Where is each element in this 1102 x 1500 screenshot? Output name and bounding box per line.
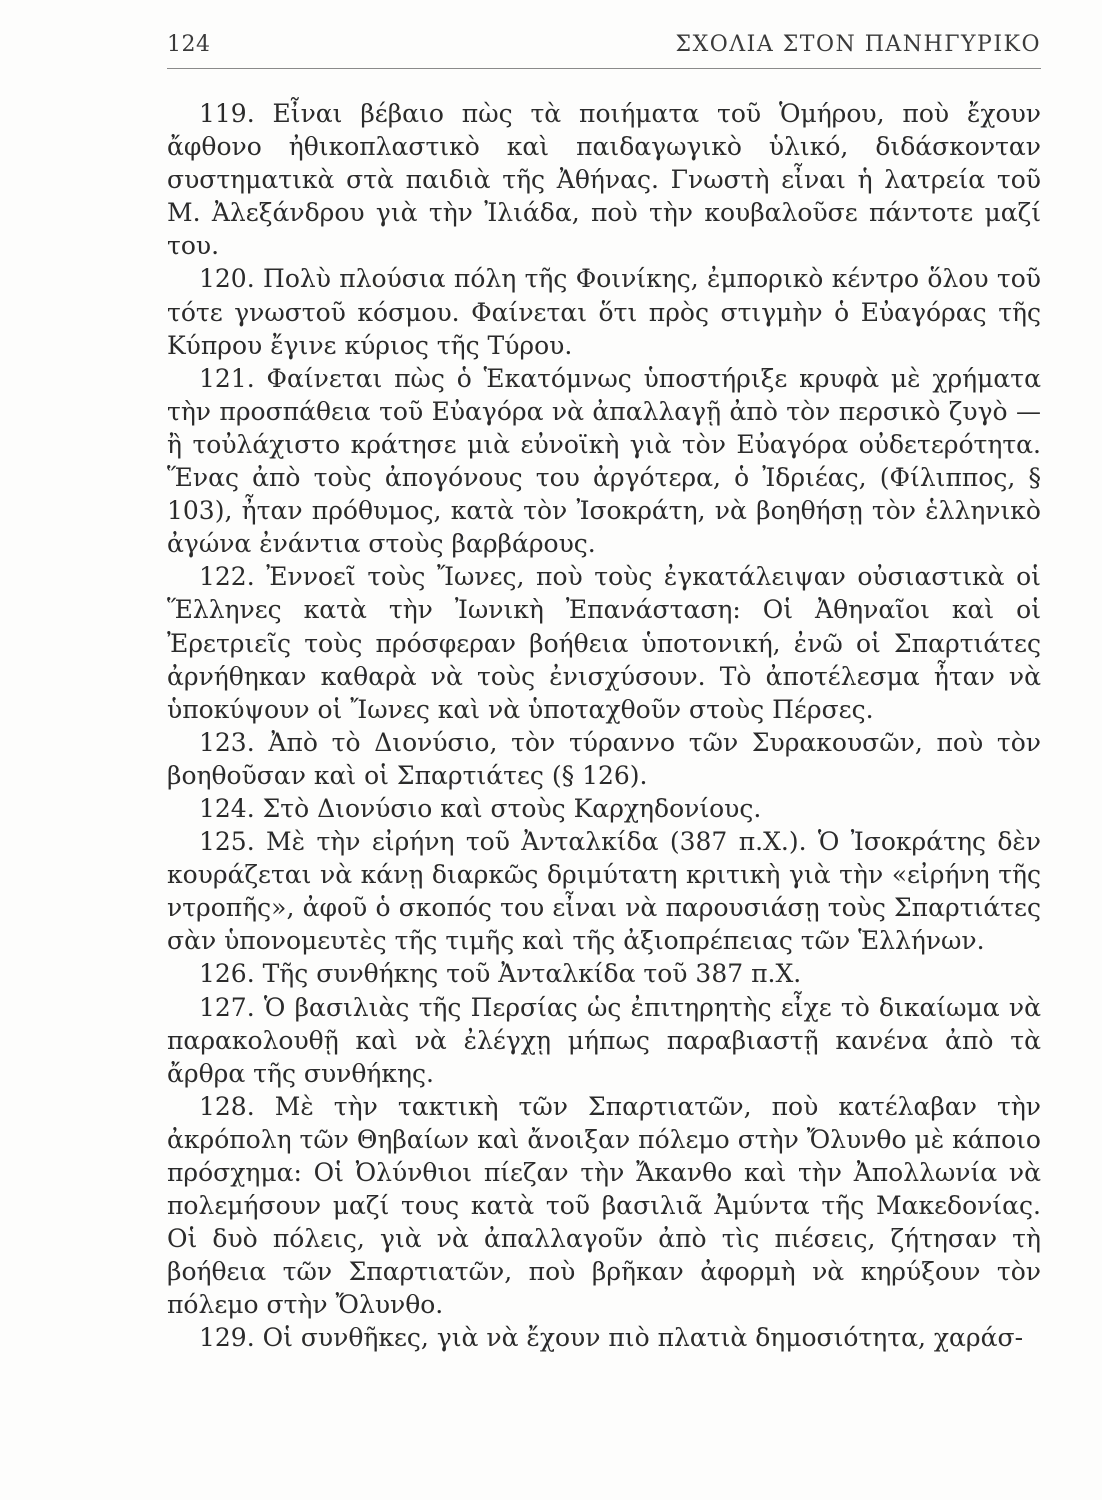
note-120: 120. Πολὺ πλούσια πόλη τῆς Φοινίκης, ἐμπορικὸ κέντρο ὅλου τοῦ τότε γνωστοῦ κόσμου. Φαίνεται ὅτι πρὸς στιγμὴν ὁ Εὐαγόρας τῆς Κύπρου ἔγινε κύριος τῆς Τύρου. (167, 264, 1041, 360)
header-rule (167, 68, 1041, 69)
note-122: 122. Ἐννοεῖ τοὺς Ἴωνες, ποὺ τοὺς ἐγκατάλειψαν οὐσιαστικὰ οἱ Ἕλληνες κατὰ τὴν Ἰωνικὴ Ἐπανάσταση: Οἱ Ἀθηναῖοι καὶ οἱ Ἐρετριεῖς τοὺς πρόσφεραν βοήθεια ὑποτονική, ἐνῶ οἱ Σπαρτιάτες ἀρνήθηκαν καθαρὰ νὰ τοὺς ἐνισχύσουν. Τὸ ἀποτέλεσμα ἦταν νὰ ὑποκύψουν οἱ Ἴωνες καὶ νὰ ὑποταχθοῦν στοὺς Πέρσες. (167, 562, 1041, 724)
note-126: 126. Τῆς συνθήκης τοῦ Ἀνταλκίδα τοῦ 387 π.Χ. (199, 959, 802, 989)
note-129: 129. Οἱ συνθῆκες, γιὰ νὰ ἔχουν πιὸ πλατιὰ δημοσιότητα, χαράσ- (199, 1323, 1024, 1353)
running-head (167, 30, 1041, 60)
note-119: 119. Εἶναι βέβαιο πὼς τὰ ποιήματα τοῦ Ὁμήρου, ποὺ ἔχουν ἄφθονο ἠθικοπλαστικὸ καὶ παιδαγωγικὸ ὑλικό, διδάσκονταν συστηματικὰ στὰ παιδιὰ τῆς Ἀθήνας. Γνωστὴ εἶναι ἡ λατρεία τοῦ Μ. Ἀλεξάνδρου γιὰ τὴν Ἰλιάδα, ποὺ τὴν κουβαλοῦσε πάντοτε μαζί του. (167, 99, 1041, 261)
note-127: 127. Ὁ βασιλιὰς τῆς Περσίας ὡς ἐπιτηρητὴς εἶχε τὸ δικαίωμα νὰ παρακολουθῇ καὶ νὰ ἐλέγχῃ μήπως παραβιαστῇ κανένα ἀπὸ τὰ ἄρθρα τῆς συνθήκης. (167, 992, 1041, 1088)
note-121: 121. Φαίνεται πὼς ὁ Ἑκατόμνως ὑποστήριξε κρυφὰ μὲ χρήματα τὴν προσπάθεια τοῦ Εὐαγόρα νὰ ἀπαλλαγῇ ἀπὸ τὸν περσικὸ ζυγὸ — ἢ τοὐλάχιστο κράτησε μιὰ εὐνοϊκὴ γιὰ τὸν Εὐαγόρα οὐδετερότητα. Ἕνας ἀπὸ τοὺς ἀπογόνους του ἀργότερα, ὁ Ἰδριέας, (Φίλιππος, § 103), ἦταν πρόθυμος, κατὰ τὸν Ἰσοκράτη, νὰ βοηθήσῃ τὸν ἑλληνικὸ ἀγώνα ἐνάντια στοὺς βαρβάρους. (167, 363, 1041, 559)
note-123: 123. Ἀπὸ τὸ Διονύσιο, τὸν τύραννο τῶν Συρακουσῶν, ποὺ τὸν βοηθοῦσαν καὶ οἱ Σπαρτιάτες (§ 126). (167, 727, 1041, 790)
notes-body (167, 97, 1041, 1355)
note-125: 125. Μὲ τὴν εἰρήνη τοῦ Ἀνταλκίδα (387 π.Χ.). Ὁ Ἰσοκράτης δὲν κουράζεται νὰ κάνῃ διαρκῶς δριμύτατη κριτικὴ γιὰ τὴν «εἰρήνη τῆς ντροπῆς», ἀφοῦ ὁ σκοπός του εἶναι νὰ παρουσιάσῃ τοὺς Σπαρτιάτες σὰν ὑπονομευτὲς τῆς τιμῆς καὶ τῆς ἀξιοπρέπειας τῶν Ἑλλήνων. (167, 827, 1041, 956)
page-number: 124 (167, 32, 211, 57)
note-124: 124. Στὸ Διονύσιο καὶ στοὺς Καρχηδονίους. (199, 793, 762, 823)
note-128: 128. Μὲ τὴν τακτικὴ τῶν Σπαρτιατῶν, ποὺ κατέλαβαν τὴν ἀκρόπολη τῶν Θηβαίων καὶ ἄνοιξαν πόλεμο στὴν Ὄλυνθο μὲ κάποιο πρόσχημα: Οἱ Ὀλύνθιοι πίεζαν τὴν Ἄκανθο καὶ τὴν Ἀπολλωνία νὰ πολεμήσουν μαζί τους κατὰ τοῦ βασιλιᾶ Ἀμύντα τῆς Μακεδονίας. Οἱ δυὸ πόλεις, γιὰ νὰ ἀπαλλαγοῦν ἀπὸ τὶς πιέσεις, ζήτησαν τὴ βοήθεια τῶν Σπαρτιατῶν, ποὺ βρῆκαν ἀφορμὴ νὰ κηρύξουν τὸν πόλεμο στὴν Ὄλυνθο. (167, 1091, 1041, 1320)
running-title: ΣΧΟΛΙΑ ΣΤΟΝ ΠΑΝΗΓΥΡΙΚΟ (675, 32, 1041, 57)
